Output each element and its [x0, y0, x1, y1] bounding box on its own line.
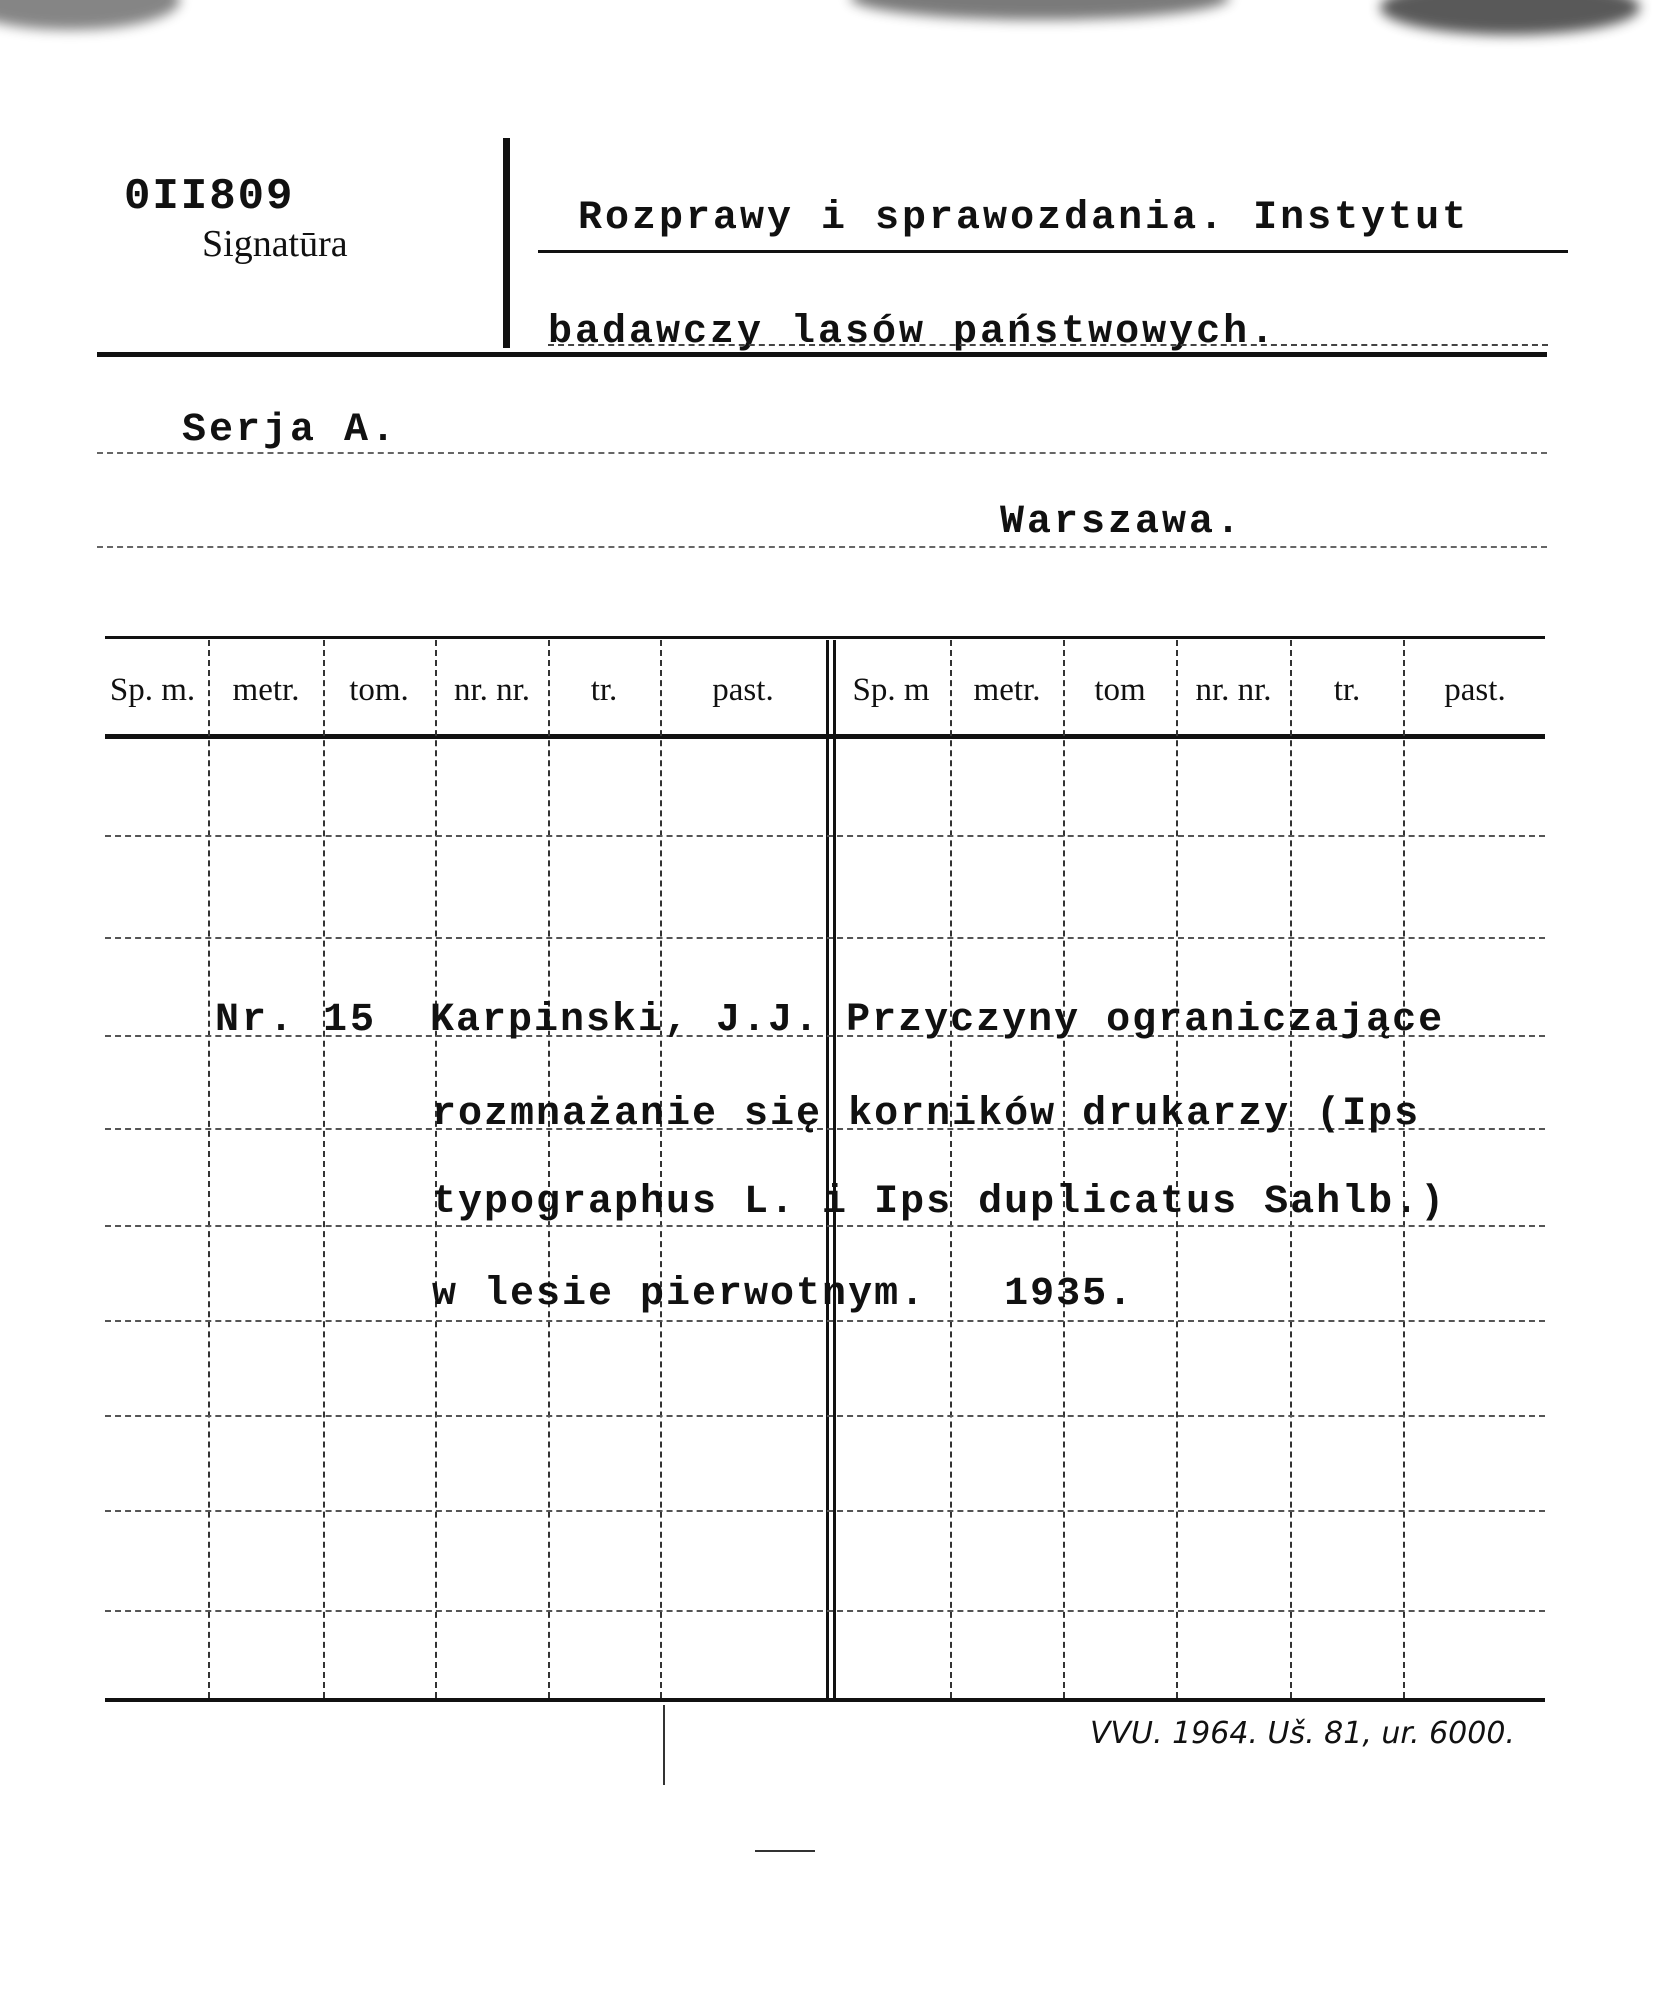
header-past: past.: [712, 672, 774, 708]
col-line: [548, 640, 550, 1698]
header-nr-nr: nr. nr.: [453, 672, 531, 708]
table-header-bottom-rule: [105, 734, 1545, 739]
header-tr-right: tr.: [1333, 672, 1361, 708]
col-line: [1063, 640, 1065, 1698]
scan-edge-smudge: [1380, 0, 1640, 35]
title-line-1-underline: [538, 250, 1568, 253]
row-line: [105, 1225, 1545, 1227]
footer-note: VVU. 1964. Uš. 81, ur. 6000.: [1090, 1716, 1515, 1751]
header-metr-right: metr.: [973, 672, 1041, 708]
table-center-double-line: [826, 640, 836, 1698]
row-line: [105, 1320, 1545, 1322]
col-line: [660, 640, 662, 1698]
header-tom: tom.: [349, 672, 409, 708]
col-line: [1290, 640, 1292, 1698]
row-line: [105, 937, 1545, 939]
row-line: [105, 1415, 1545, 1417]
series-line: [97, 452, 1547, 454]
header-metr: metr.: [232, 672, 300, 708]
col-line: [1176, 640, 1178, 1698]
signature-number: 0II809: [124, 172, 295, 222]
col-line: [435, 640, 437, 1698]
place-line: [97, 546, 1547, 548]
signature-label: Signatūra: [202, 223, 348, 265]
col-line: [323, 640, 325, 1698]
scan-edge-smudge: [850, 0, 1230, 20]
title-line-2-underline: [548, 344, 1548, 346]
title-line-1: Rozprawy i sprawozdania. Instytut: [578, 196, 1470, 241]
header-sp-m: Sp. m.: [109, 672, 196, 708]
entry-line-3: typographus L. i Ips duplicatus Sahlb.): [432, 1180, 1447, 1225]
row-line: [105, 1610, 1545, 1612]
place-label: Warszawa.: [1000, 500, 1244, 545]
scan-edge-smudge: [0, 0, 180, 30]
col-line: [208, 640, 210, 1698]
header-tr: tr.: [590, 672, 618, 708]
row-line: [105, 835, 1545, 837]
table-bottom-rule: [105, 1698, 1545, 1702]
header-tom-right: tom: [1094, 672, 1146, 708]
row-line: [105, 1510, 1545, 1512]
entry-number: Nr. 15: [215, 998, 378, 1043]
scan-mark: [755, 1850, 815, 1852]
table-top-rule: [105, 636, 1545, 639]
col-line: [950, 640, 952, 1698]
title-line-2: badawczy lasów państwowych.: [548, 310, 1278, 355]
entry-line-1: Karpinski, J.J. Przyczyny ograniczające: [430, 998, 1445, 1043]
scan-mark: [663, 1705, 665, 1785]
header-bottom-rule: [97, 352, 1547, 357]
entry-line-2: rozmnażanie się korników drukarzy (Ips: [432, 1092, 1421, 1137]
header-nr-nr-right: nr. nr.: [1195, 672, 1272, 708]
header-vertical-divider: [503, 138, 510, 348]
series-label: Serja A.: [182, 408, 399, 453]
entry-line-4: w lesie pierwotnym. 1935.: [432, 1272, 1135, 1317]
header-sp-m-right: Sp. m: [852, 672, 930, 708]
col-line: [1403, 640, 1405, 1698]
header-past-right: past.: [1444, 672, 1506, 708]
